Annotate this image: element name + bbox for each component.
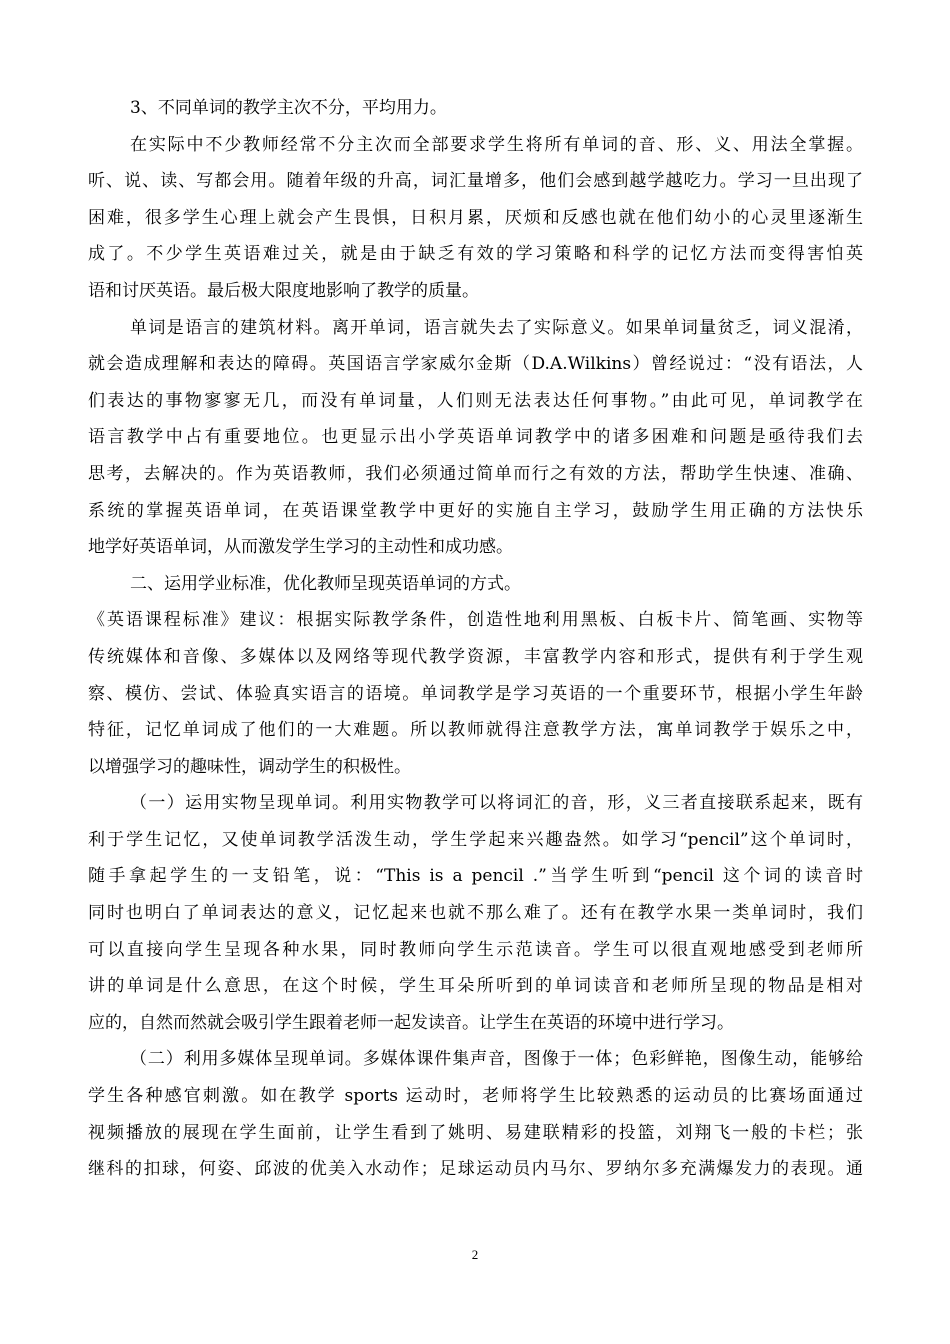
text-line: 语和讨厌英语。最后极大限度地影响了教学的质量。 xyxy=(88,280,479,301)
text-line: 应的，自然而然就会吸引学生跟着老师一起发读音。让学生在英语的环境中进行学习。 xyxy=(88,1012,734,1033)
text-line: 继科的扣球，何姿、邱波的优美入水动作；足球运动员内马尔、罗纳尔多充满爆发力的表现。通 xyxy=(88,1159,863,1180)
text-line: 可以直接向学生呈现各种水果，同时教师向学生示范读音。学生可以很直观地感受到老师所 xyxy=(88,939,863,960)
text-line: 们表达的事物寥寥无几，而没有单词量，人们则无法表达任何事物。”由此可见，单词教学在 xyxy=(88,390,863,411)
text-line: 二、运用学业标准，优化教师呈现英语单词的方式。 xyxy=(130,573,521,594)
text-line: 困难，很多学生心理上就会产生畏惧，日积月累，厌烦和反感也就在他们幼小的心灵里逐渐生 xyxy=(88,207,863,228)
page-number: 2 xyxy=(471,1247,479,1262)
text-line: 在实际中不少教师经常不分主次而全部要求学生将所有单词的音、形、义、用法全掌握。 xyxy=(130,134,863,155)
text-line: 地学好英语单词，从而激发学生学习的主动性和成功感。 xyxy=(88,537,513,558)
text-line: 传统媒体和音像、多媒体以及网络等现代教学资源，丰富教学内容和形式，提供有利于学生观 xyxy=(88,646,863,667)
text-line: 语言教学中占有重要地位。也更显示出小学英语单词教学中的诸多困难和问题是亟待我们去 xyxy=(88,427,863,448)
text-line: 系统的掌握英语单词，在英语课堂教学中更好的实施自主学习，鼓励学生用正确的方法快乐 xyxy=(88,500,863,521)
text-line: 视频播放的展现在学生面前，让学生看到了姚明、易建联精彩的投篮，刘翔飞一般的卡栏；张 xyxy=(88,1122,863,1143)
text-line: 特征，记忆单词成了他们的一大难题。所以教师就得注意教学方法，寓单词教学于娱乐之中， xyxy=(88,720,863,741)
text-line: 讲的单词是什么意思，在这个时候，学生耳朵所听到的单词读音和老师所呈现的物品是相对 xyxy=(88,976,863,997)
text-line: 随手拿起学生的一支铅笔，说：“This is a pencil .”当学生听到“pencil 这个词的读音时 xyxy=(88,866,863,887)
text-line: 单词是语言的建筑材料。离开单词，语言就失去了实际意义。如果单词量贫乏，词义混淆， xyxy=(130,317,863,338)
text-line: 学生各种感官刺激。如在教学 sports 运动时，老师将学生比较熟悉的运动员的比赛场面通过 xyxy=(88,1086,863,1107)
text-line: 听、说、读、写都会用。随着年级的升高，词汇量增多，他们会感到越学越吃力。学习一旦出现了 xyxy=(88,171,863,192)
text-line: 《英语课程标准》建议：根据实际教学条件，创造性地利用黑板、白板卡片、简笔画、实物等 xyxy=(88,610,863,631)
text-line: 就会造成理解和表达的障碍。英国语言学家威尔金斯（D.A.Wilkins）曾经说过：“没有语法，人 xyxy=(88,354,863,375)
text-line: 利于学生记忆，又使单词教学活泼生动，学生学起来兴趣盎然。如学习“pencil”这个单词时， xyxy=(88,829,863,850)
body-text xyxy=(88,90,863,1188)
text-line: （二）利用多媒体呈现单词。多媒体课件集声音，图像于一体；色彩鲜艳，图像生动，能够给 xyxy=(130,1049,863,1070)
text-line: 察、模仿、尝试、体验真实语言的语境。单词教学是学习英语的一个重要环节，根据小学生年龄 xyxy=(88,683,863,704)
text-line: 同时也明白了单词表达的意义，记忆起来也就不那么难了。还有在教学水果一类单词时，我们 xyxy=(88,903,863,924)
text-line: 3、不同单词的教学主次不分，平均用力。 xyxy=(130,98,447,118)
text-line: 成了。不少学生英语难过关，就是由于缺乏有效的学习策略和科学的记忆方法而变得害怕英 xyxy=(88,244,863,265)
text-line: （一）运用实物呈现单词。利用实物教学可以将词汇的音，形，义三者直接联系起来，既有 xyxy=(130,793,863,814)
text-line: 思考，去解决的。作为英语教师，我们必须通过简单而行之有效的方法，帮助学生快速、准确、 xyxy=(88,463,863,484)
text-line: 以增强学习的趣味性，调动学生的积极性。 xyxy=(88,756,411,777)
